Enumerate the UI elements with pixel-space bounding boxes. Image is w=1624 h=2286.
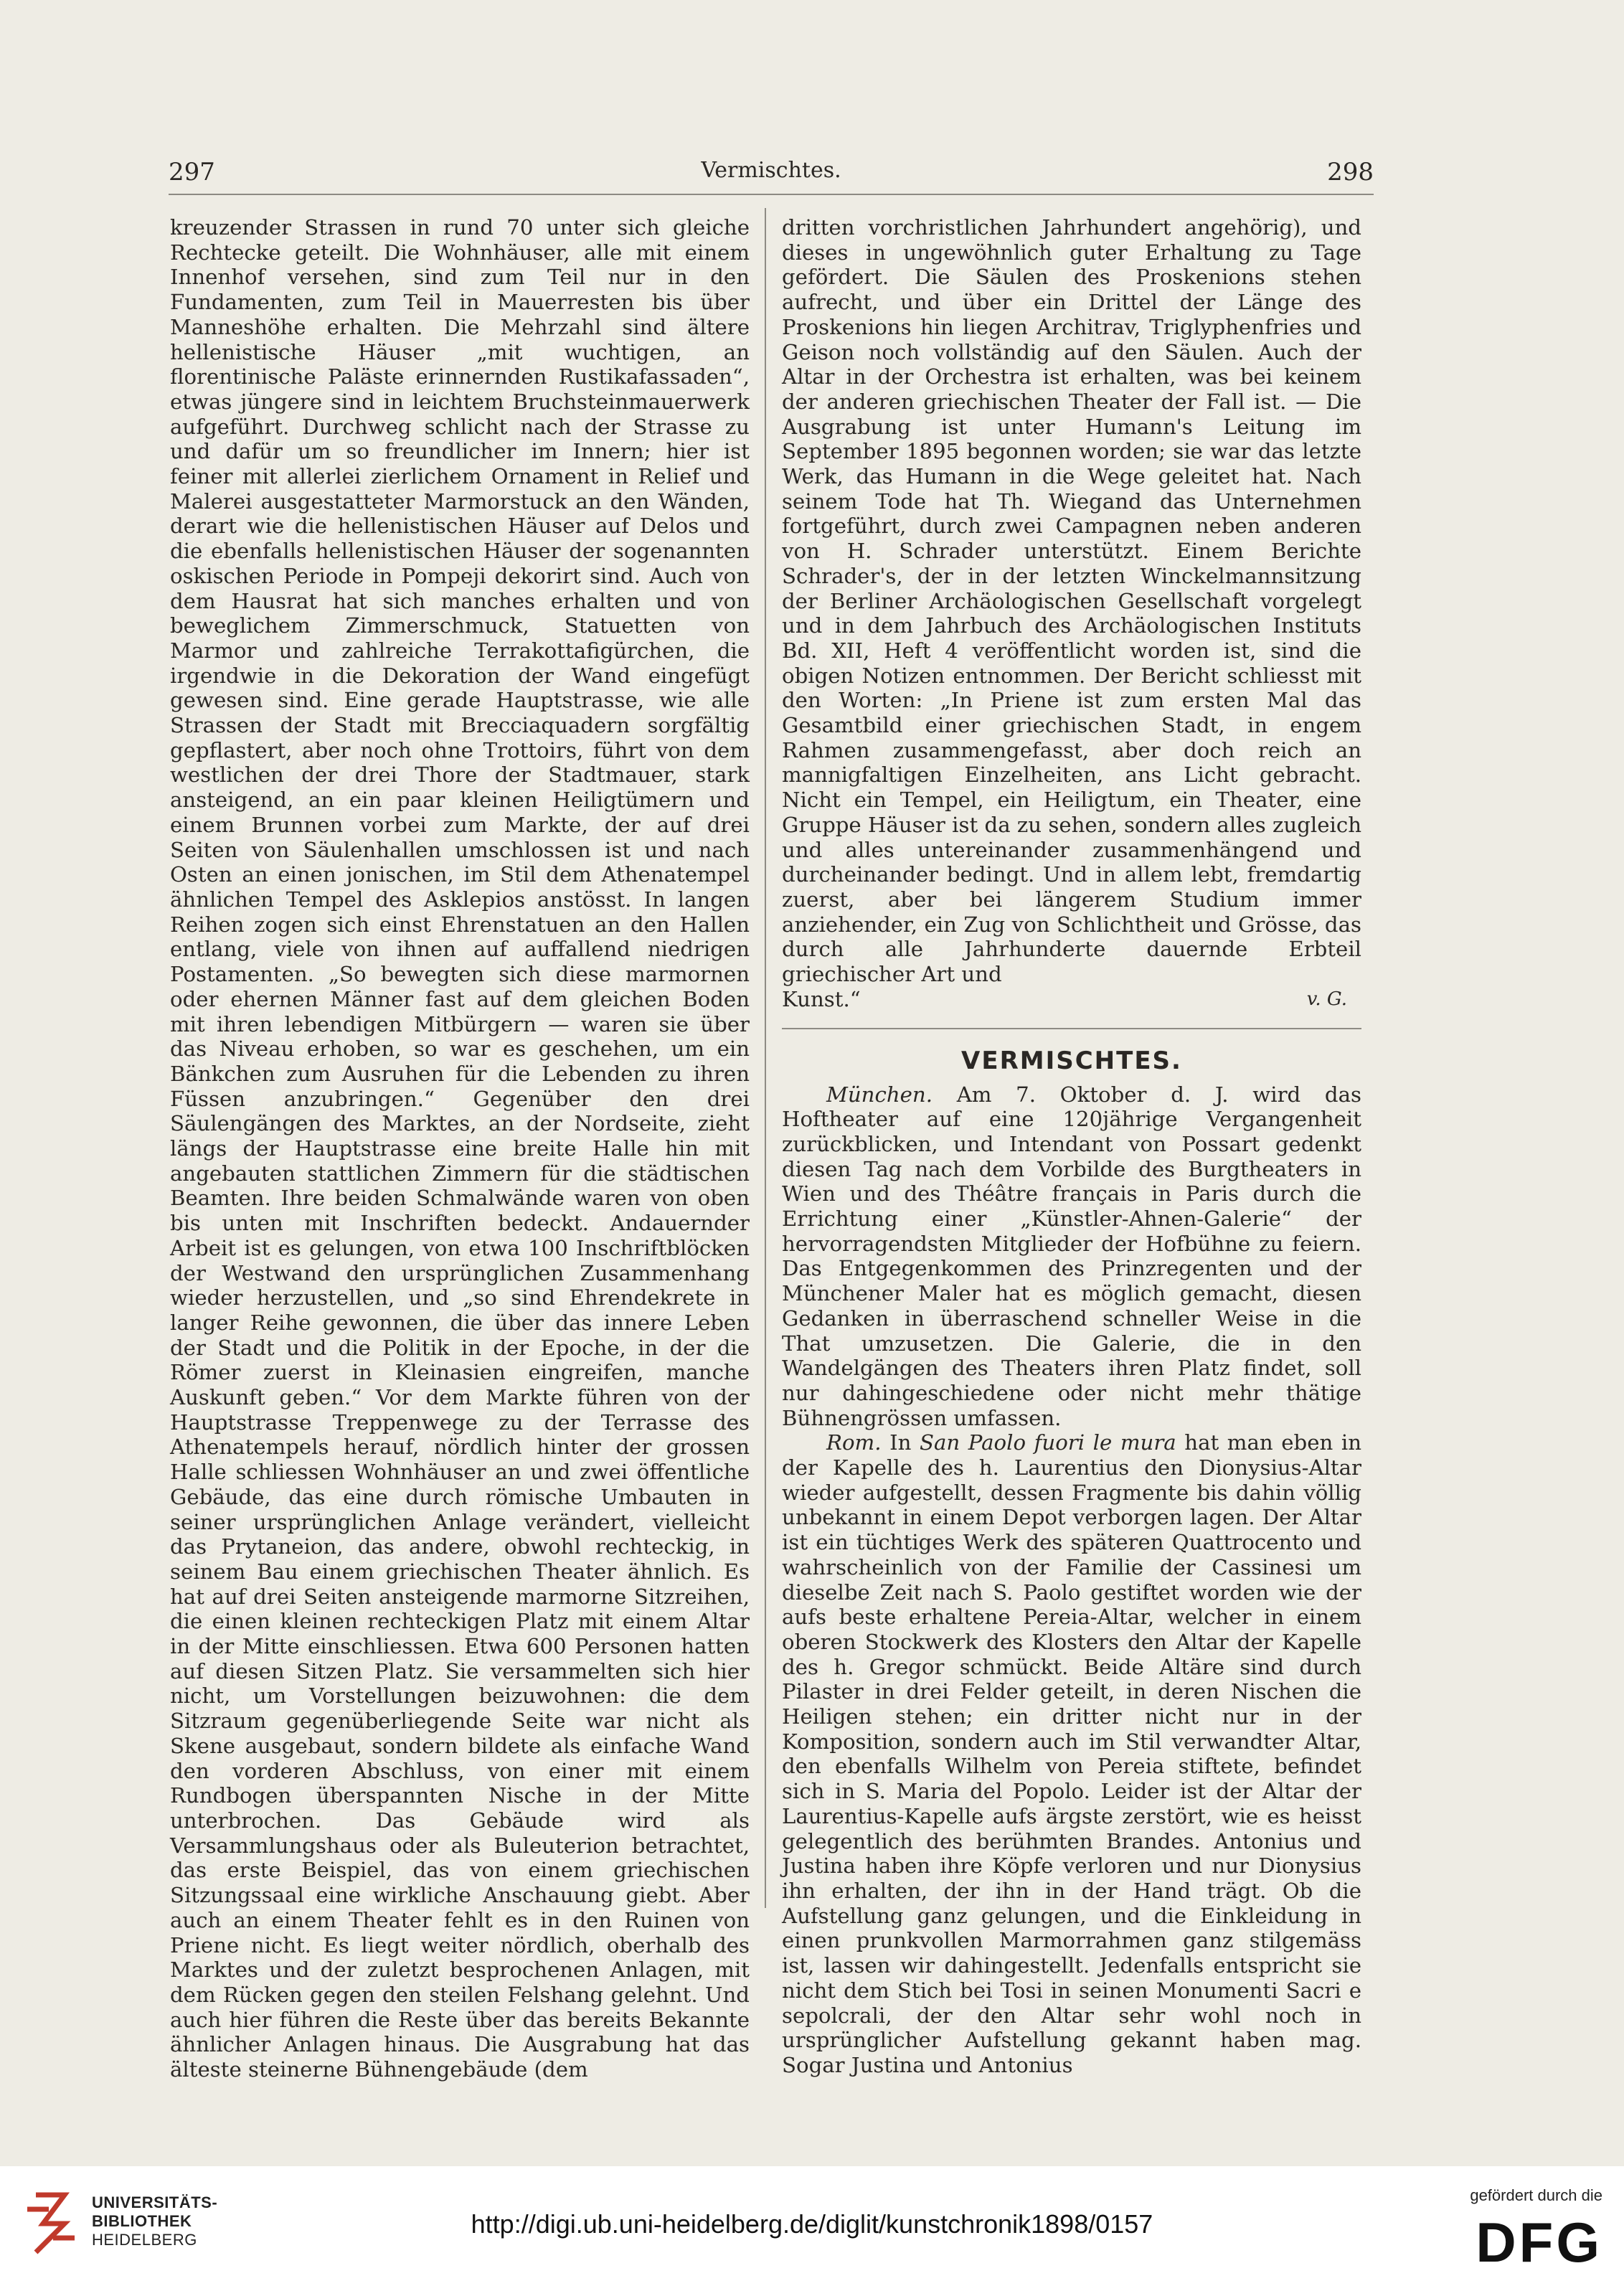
running-header	[169, 153, 1374, 195]
closing-word: Kunst.“	[782, 986, 861, 1011]
place-name-rome: Rom.	[826, 1430, 882, 1455]
news-text-rome-b: hat man eben in der Kapelle des h. Laurentius den Dionysius-Altar wieder aufgestellt, dessen Fragmente bis dahin völlig unbekannt in einem Depot verborgen lagen. Der Altar ist ein tüchtiges Werk des späteren Quattrocento und wahrscheinlich von der Familie der Cassinesi um dieselbe Zeit nach S. Paolo gestiftet worden wie der aufs beste erhaltene Pereia-Altar, welcher in einem oberen Stockwerk des Klosters den Altar der Kapelle des h. Gregor schmückt. Beide Altäre sind durch Pilaster in drei Felder geteilt, in deren Nischen die Heiligen stehen; ein dritter nicht nur in der Komposition, sondern auch im Stil verwandter Altar, den ebenfalls Wilhelm von Pereia stiftete, befindet sich in S. Maria del Popolo. Leider ist der Altar der Laurentius-Kapelle aufs ärgste zerstört, wie es heisst gelegentlich des berühmten Brandes. Antonius und Justina haben ihre Köpfe verloren und nur Dionysius ihn erhalten, der ihn in der Hand trägt. Ob die Aufstellung ganz gelungen, und die Einkleidung in einen prunkvollen Marmorrahmen ganz stilgemäss ist, lassen wir dahingestellt. Jedenfalls entspricht sie nicht dem Stich bei Tosi in seinen Monumenti Sacri e sepolcrali, der den Altar sehr wohl noch in ursprünglicher Aufstellung gekannt haben mag. Sogar Justina und Antonius	[782, 1430, 1362, 2077]
closing-line	[782, 987, 1361, 1012]
funded-by-label: gefördert durch die	[1470, 2186, 1602, 2204]
news-item-rome	[782, 1430, 1361, 2077]
section-heading: VERMISCHTES.	[961, 1046, 1182, 1075]
place-name-munich: München.	[826, 1082, 933, 1107]
column-divider	[765, 208, 766, 1908]
right-column	[782, 215, 1361, 2078]
church-name: San Paolo fuori le mura	[920, 1430, 1176, 1455]
running-title: Vermischtes.	[701, 158, 841, 183]
library-name-line1: UNIVERSITÄTS-	[92, 2193, 218, 2211]
permalink-url[interactable]: http://digi.ub.uni-heidelberg.de/diglit/kunstchronik1898/0157	[471, 2209, 1153, 2239]
digitization-footer	[0, 2166, 1624, 2286]
left-column-text: kreuzender Strassen in rund 70 unter sich gleiche Rechtecke geteilt. Die Wohnhäuser, alle mit einem Innenhof versehen, sind zum Teil nur in den Fundamenten, zum Teil in Mauerresten bis über Manneshöhe erhalten. Die Mehrzahl sind ältere hellenistische Häuser „mit wuchtigen, an florentinische Paläste erinnernden Rustikafassaden“, etwas jüngere sind in leichtem Bruchsteinmauerwerk aufgeführt. Durchweg schlicht nach der Strasse zu und dafür um so freundlicher im Innern; hier ist feiner mit allerlei zierlichem Ornament in Relief und Malerei ausgestatteter Marmorstuck an den Wänden, derart wie die hellenistischen Häuser auf Delos und die ebenfalls hellenistischen Häuser der sogenannten oskischen Periode in Pompeji dekorirt sind. Auch von dem Hausrat hat sich manches erhalten und von beweglichem Zimmerschmuck, Statuetten von Marmor und zahlreiche Terrakottafigürchen, die irgendwie in die Dekoration der Wand eingefügt gewesen sind. Eine gerade Hauptstrasse, wie alle Strassen der Stadt mit Brecciaquadern sorgfältig gepflastert, aber noch ohne Trottoirs, führt von dem westlichen der drei Thore der Stadtmauer, stark ansteigend, an ein paar kleinen Heiligtümern und einem Brunnen vorbei zum Markte, der auf drei Seiten von Säulenhallen umschlossen ist und nach Osten an einen jonischen, im Stil dem Athenatempel ähnlichen Tempel des Asklepios anstösst. In langen Reihen zogen sich einst Ehrenstatuen an den Hallen entlang, viele von ihnen auf auffallend niedrigen Postamenten. „So bewegten sich diese marmornen oder ehernen Männer fast auf dem gleichen Boden mit ihren lebendigen Mitbürgern — waren sie über das Niveau erhoben, so war es geschehen, um ein Bänkchen zum Ausruhen für die Lebenden zu ihren Füssen anzubringen.“ Gegenüber den drei Säulengängen des Marktes, an der Nordseite, zieht längs der Hauptstrasse eine breite Halle hin mit angebauten stattlichen Zimmern für die städtischen Beamten. Ihre beiden Schmalwände waren von oben bis unten mit Inschriften bedeckt. Andauernder Arbeit ist es gelungen, von etwa 100 Inschriftblöcken der Westwand den ursprünglichen Zusammenhang wieder herzustellen, und „so sind Ehrendekrete in langer Reihe gewonnen, die über das innere Leben der Stadt und die Politik in der Epoche, in der die Römer zuerst in Kleinasien eingreifen, manche Auskunft geben.“ Vor dem Markte führen von der Hauptstrasse Treppenwege zu der Terrasse des Athenatempels herauf, nördlich hinter der grossen Halle schliessen Wohnhäuser an und zwei öffentliche Gebäude, das eine durch römische Umbauten in seiner ursprünglichen Anlage verändert, vielleicht das Prytaneion, das andere, obwohl rechteckig, in seinem Bau einem griechischen Theater ähnlich. Es hat auf drei Seiten ansteigende marmorne Sitzreihen, die einen kleinen rechteckigen Platz mit einem Altar in der Mitte einschliessen. Etwa 600 Personen hatten auf diesen Sitzen Platz. Sie versammelten sich hier nicht, um Vorstellungen beizuwohnen: die dem Sitzraum gegenüberliegende Seite war nicht als Skene ausgebaut, sondern bildete als einfache Wand den vorderen Abschluss, von einer mit einem Rundbogen überspannten Nische in der Mitte unterbrochen. Das Gebäude wird als Versammlungshaus oder als Buleuterion betrachtet, das erste Beispiel, das von einem griechischen Sitzungssaal eine wirkliche Anschauung giebt. Aber auch an einem Theater fehlt es in den Ruinen von Priene nicht. Es liegt weiter nördlich, oberhalb des Marktes und der zuletzt besprochenen Anlagen, mit dem Rücken gegen den steilen Felshang gelehnt. Und auch hier führen die Reste über das bereits Bekannte ähnlicher Anlagen hinaus. Die Ausgrabung hat das älteste steinerne Bühnengebäude (dem	[170, 215, 750, 2082]
news-item-munich	[782, 1082, 1361, 1431]
library-name-line2: BIBLIOTHEK	[92, 2212, 192, 2230]
section-divider	[782, 1028, 1361, 1029]
left-column	[170, 215, 750, 2082]
news-text-rome-a: In	[889, 1430, 912, 1455]
page-number-right: 298	[1327, 158, 1374, 186]
library-name-line3: HEIDELBERG	[92, 2231, 197, 2249]
page-number-left: 297	[169, 158, 215, 186]
news-text-munich: Am 7. Oktober d. J. wird das Hoftheater auf eine 120jährige Vergangenheit zurückblicken, und Intendant von Possart gedenkt diesen Tag nach dem Vorbilde des Burgtheaters in Wien und des Théâtre français in Paris durch die Errichtung einer „Künstler-Ahnen-Galerie“ der hervorragendsten Mitglieder der Hofbühne zu feiern. Das Entgegenkommen des Prinzregenten und der Münchener Maler hat es möglich gemacht, diesen Gedanken in überraschend schneller Weise in die That umzusetzen. Die Galerie, die in den Wandelgängen des Theaters ihren Platz findet, soll nur dahingeschiedene oder nicht mehr thätige Bühnengrössen umfassen.	[782, 1082, 1361, 1430]
author-signature: v. G.	[1306, 988, 1347, 1010]
right-column-continuation: dritten vorchristlichen Jahrhundert angehörig), und dieses in ungewöhnlich guter Erhaltung zu Tage gefördert. Die Säulen des Proskenions stehen aufrecht, und über ein Drittel der Länge des Proskenions hin liegen Architrav, Triglyphenfries und Geison noch vollständig auf den Säulen. Auch der Altar in der Orchestra ist erhalten, was bei keinem der anderen griechischen Theater der Fall ist. — Die Ausgrabung ist unter Humann's Leitung im September 1895 begonnen worden; sie war das letzte Werk, das Humann in die Wege geleitet hat. Nach seinem Tode hat Th. Wiegand das Unternehmen fortgeführt, durch zwei Campagnen neben anderen von H. Schrader unterstützt. Einem Berichte Schrader's, der in der letzten Winckelmannsitzung der Berliner Archäologischen Gesellschaft vorgelegt und in dem Jahrbuch des Archäologischen Instituts Bd. XII, Heft 4 veröffentlicht worden ist, sind die obigen Notizen entnommen. Der Bericht schliesst mit den Worten: „In Priene ist zum ersten Mal das Gesamtbild einer griechischen Stadt, in engem Rahmen zusammengefasst, aber doch reich an mannigfaltigen Einzelheiten, ans Licht gebracht. Nicht ein Tempel, ein Heiligtum, ein Theater, eine Gruppe Häuser ist da zu sehen, sondern alles zugleich und alles untereinander zusammenhängend und durcheinander bedingt. Und in allem lebt, fremdartig zuerst, aber bei längerem Studium immer anziehender, ein Zug von Schlichtheit und Grösse, das durch alle Jahrhunderte dauernde Erbteil griechischer Art und	[782, 215, 1361, 987]
dfg-logo: DFG	[1476, 2211, 1602, 2274]
